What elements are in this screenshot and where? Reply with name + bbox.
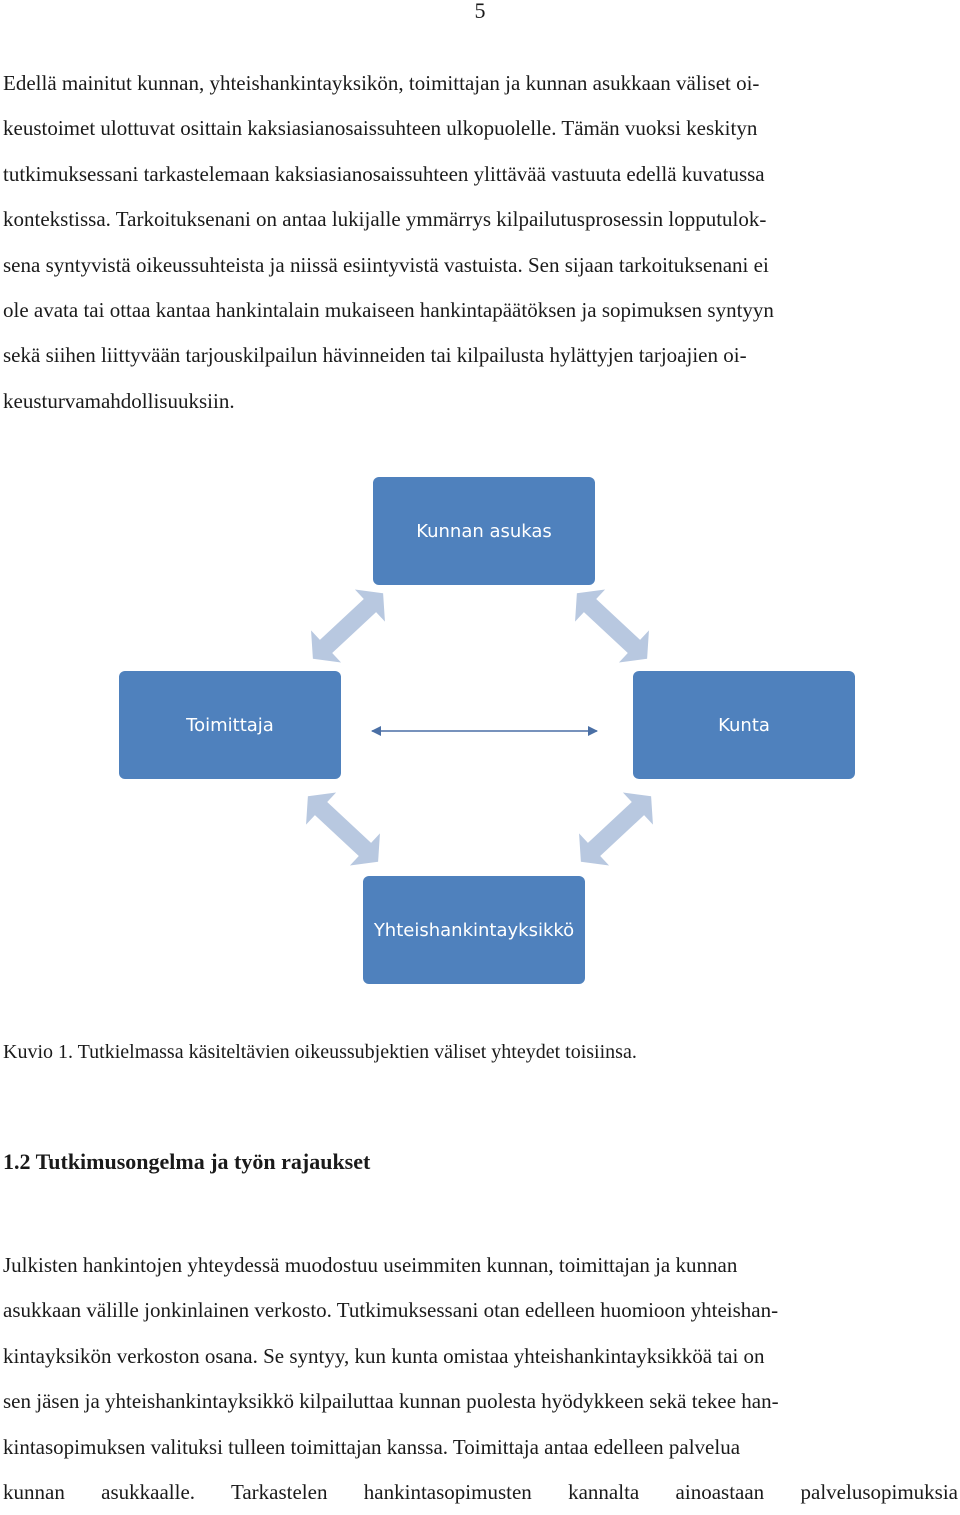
node-yhteishankintayksikko: Yhteishankintayksikkö	[363, 876, 585, 984]
page-number: 5	[474, 0, 486, 23]
node-kunta: Kunta	[633, 671, 855, 779]
section-heading: 1.2 Tutkimusongelma ja työn rajaukset	[3, 1149, 371, 1174]
double-arrow-toimittaja-yhteis	[293, 780, 393, 878]
paragraph-line: Edellä mainitut kunnan, yhteishankintayksikön, toimittajan ja kunnan asukkaan väliset oi-	[3, 71, 760, 95]
figure-caption: Kuvio 1. Tutkielmassa käsiteltävien oikeussubjektien väliset yhteydet toisiinsa.	[3, 1041, 637, 1063]
double-arrow-kunta-yhteis	[566, 780, 666, 878]
paragraph-line: keustoimet ulottuvat osittain kaksiasianosaissuhteen ulkopuolelle. Tämän vuoksi keskityn	[3, 116, 758, 141]
relationship-diagram	[0, 470, 960, 995]
paragraph-line: tutkimuksessani tarkastelemaan kaksiasianosaissuhteen ylittävää vastuuta edellä kuvatussa	[3, 161, 765, 186]
paragraph-line: keusturvamahdollisuuksiin.	[3, 388, 235, 413]
paragraph-line: kontekstissa. Tarkoituksenani on antaa lukijalle ymmärrys kilpailutusprosessin lopputulok-	[3, 207, 767, 232]
double-arrow-asukas-kunta	[562, 577, 662, 675]
paragraph-line: asukkaan välille jonkinlainen verkosto. Tutkimuksessani otan edelleen huomioon yhteishan-	[3, 1298, 779, 1323]
intro-paragraph	[3, 61, 958, 424]
paragraph-line: kintayksikön verkoston osana. Se syntyy, kun kunta omistaa yhteishankintayksikköä tai on	[3, 1343, 765, 1368]
paragraph-line: ole avata tai ottaa kantaa hankintalain mukaiseen hankintapäätöksen ja sopimuksen syntyyn	[3, 298, 774, 323]
section-paragraph	[3, 1243, 958, 1515]
paragraph-line: kintasopimuksen valituksi tulleen toimittajan kanssa. Toimittaja antaa edelleen palvelua	[3, 1434, 741, 1459]
paragraph-line: sen jäsen ja yhteishankintayksikkö kilpailuttaa kunnan puolesta hyödykkeen sekä tekee han-	[3, 1389, 779, 1414]
paragraph-line: Julkisten hankintojen yhteydessä muodostuu useimmiten kunnan, toimittajan ja kunnan	[3, 1253, 738, 1277]
node-kunnan-asukas: Kunnan asukas	[373, 477, 595, 585]
paragraph-line: kunnan asukkaalle. Tarkastelen hankintasopimusten kannalta ainoastaan palvelusopimuksia	[3, 1480, 958, 1505]
paragraph-line: sena syntyvistä oikeussuhteista ja niissä esiintyvistä vastuista. Sen sijaan tarkoituksenani ei	[3, 252, 769, 277]
node-toimittaja: Toimittaja	[119, 671, 341, 779]
paragraph-line: sekä siihen liittyvään tarjouskilpailun hävinneiden tai kilpailusta hylättyjen tarjoajien oi-	[3, 343, 747, 368]
double-arrow-asukas-toimittaja	[298, 577, 398, 675]
